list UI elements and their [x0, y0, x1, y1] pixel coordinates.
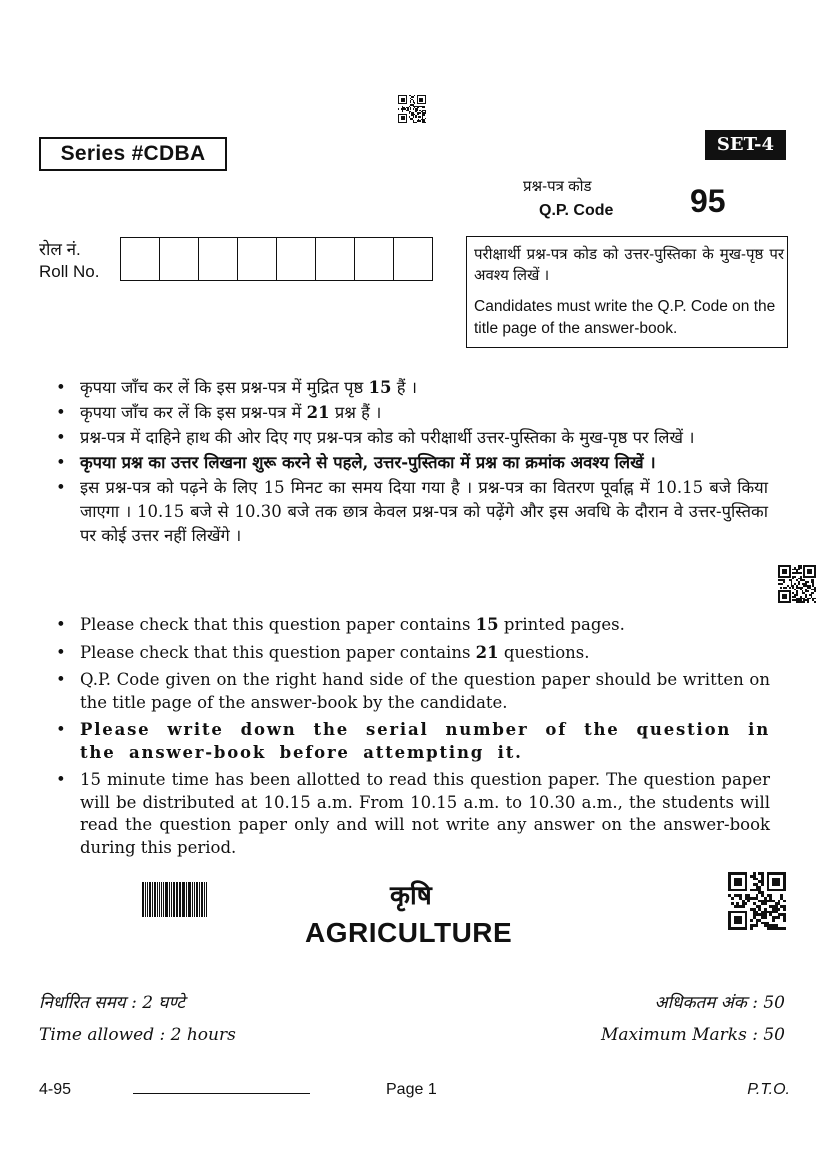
- instruction-item: • कृपया जाँच कर लें कि इस प्रश्न-पत्र में मुद्रित पृष्ठ 15 हैं ।: [56, 376, 768, 400]
- subject-title-hindi: कृषि: [390, 880, 432, 910]
- notice-hindi: परीक्षार्थी प्रश्न-पत्र कोड को उत्तर-पुस्तिका के मुख-पृष्ठ पर अवश्य लिखें ।: [474, 246, 784, 284]
- roll-number-boxes[interactable]: [120, 237, 433, 281]
- instruction-item: • कृपया जाँच कर लें कि इस प्रश्न-पत्र में 21 प्रश्न हैं ।: [56, 401, 768, 425]
- roll-number-digit-box[interactable]: [394, 238, 432, 280]
- roll-number-digit-box[interactable]: [121, 238, 160, 280]
- series-label: Series #CDBA: [39, 137, 227, 171]
- instruction-item: • प्रश्न-पत्र में दाहिने हाथ की ओर दिए गए प्रश्न-पत्र कोड को परीक्षार्थी उत्तर-पुस्तिका के मुख-पृष्ठ पर लिखें ।: [56, 426, 768, 450]
- qp-code-value: 95: [690, 183, 726, 219]
- qr-code-side: [778, 565, 816, 603]
- instruction-item: • 15 minute time has been allotted to read this question paper. The question paper will be distributed at 10.15 a.m. From 10.15 a.m. to 10.30 a.m., the students will read the question paper only and will not write any answer on the answer-book during this period.: [56, 769, 770, 859]
- roll-number-digit-box[interactable]: [277, 238, 316, 280]
- maximum-marks: Maximum Marks : 50: [600, 1025, 785, 1045]
- barcode: [142, 882, 208, 917]
- time-allowed-hindi: निर्धारित समय : 2 घण्टे: [39, 993, 185, 1013]
- instruction-item: • Q.P. Code given on the right hand side of the question paper should be written on the title page of the answer-book by the candidate.: [56, 669, 770, 714]
- notice-english: Candidates must write the Q.P. Code on the title page of the answer-book.: [474, 298, 776, 337]
- roll-number-digit-box[interactable]: [316, 238, 355, 280]
- footer-pto: P.T.O.: [747, 1081, 790, 1098]
- roll-label-hindi: रोल नं.: [39, 240, 81, 259]
- footer-paper-code: 4-95: [39, 1081, 72, 1098]
- instruction-item: • Please check that this question paper contains 21 questions.: [56, 642, 770, 665]
- roll-number-digit-box[interactable]: [238, 238, 277, 280]
- subject-title: AGRICULTURE: [305, 917, 513, 948]
- instructions-hindi: [56, 376, 768, 549]
- roll-label: Roll No.: [39, 262, 100, 281]
- qp-code-label: Q.P. Code: [539, 202, 614, 219]
- instructions-english: [56, 614, 770, 864]
- maximum-marks-hindi: अधिकतम अंक : 50: [654, 993, 785, 1013]
- time-allowed: Time allowed : 2 hours: [39, 1025, 236, 1045]
- qr-code-top: [398, 95, 426, 123]
- set-badge: SET-4: [705, 130, 786, 160]
- instruction-item: • Please check that this question paper contains 15 printed pages.: [56, 614, 770, 637]
- roll-number-digit-box[interactable]: [199, 238, 238, 280]
- footer-page-number: Page 1: [386, 1081, 437, 1098]
- roll-number-digit-box[interactable]: [355, 238, 394, 280]
- instruction-item: • इस प्रश्न-पत्र को पढ़ने के लिए 15 मिनट का समय दिया गया है । प्रश्न-पत्र का वितरण पूर्वाह्न में 10.15 बजे किया जाएगा । 10.15 बजे से 10.30 बजे तक छात्र केवल प्रश्न-पत्र को पढ़ेंगे और इस अवधि के दौरान वे उत्तर-पुस्तिका पर कोई उत्तर नहीं लिखेंगे ।: [56, 476, 768, 548]
- instruction-item: • Please write down the serial number of the question in the answer-book before attempting it.: [56, 719, 770, 764]
- footer-divider: [133, 1093, 310, 1094]
- roll-number-digit-box[interactable]: [160, 238, 199, 280]
- qp-code-label-hindi: प्रश्न-पत्र कोड: [523, 178, 592, 195]
- qr-code-subject: [728, 872, 786, 930]
- instruction-item: • कृपया प्रश्न का उत्तर लिखना शुरू करने से पहले, उत्तर-पुस्तिका में प्रश्न का क्रमांक अवश्य लिखें ।: [56, 451, 768, 475]
